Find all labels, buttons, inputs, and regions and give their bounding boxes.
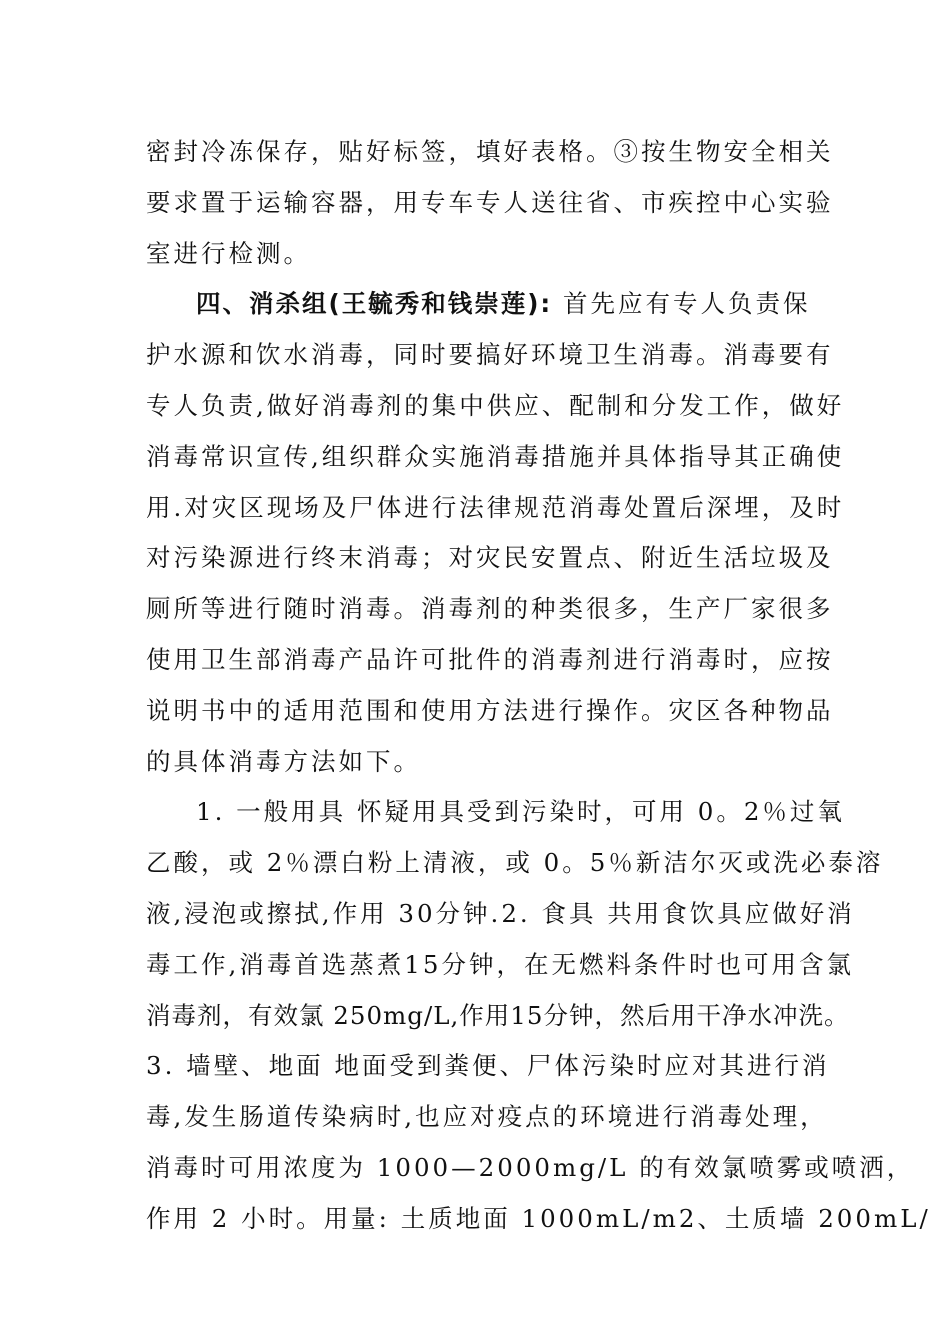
text-line-14: 1. 一般用具 怀疑用具受到污染时，可用 0。2％过氧 (196, 797, 845, 827)
text-line-12: 说明书中的适用范围和使用方法进行操作。灾区各种物品 (146, 695, 834, 725)
text-line-7: 消毒常识宣传,组织群众实施消毒措施并具体指导其正确使 (146, 441, 845, 471)
text-line-13: 的具体消毒方法如下。 (146, 746, 421, 776)
text-line-9: 对污染源进行终末消毒；对灾民安置点、附近生活垃圾及 (146, 543, 834, 573)
text-line-8: 用.对灾区现场及尸体进行法律规范消毒处置后深埋，及时 (146, 492, 845, 522)
text-line-21: 消毒时可用浓度为 1000—2000mg/L 的有效氯喷雾或喷洒， (146, 1152, 915, 1182)
text-line-19: 3. 墙壁、地面 地面受到粪便、尸体污染时应对其进行消 (146, 1051, 830, 1081)
text-line-17: 毒工作,消毒首选蒸煮15分钟，在无燃料条件时也可用含氯 (146, 949, 854, 979)
text-line-15: 乙酸，或 2％漂白粉上清液，或 0。5％新洁尔灭或洗必泰溶 (146, 848, 884, 878)
text-line-1: 密封冷冻保存，贴好标签，填好表格。③按生物安全相关 (146, 137, 834, 166)
text-line-2: 要求置于运输容器，用专车专人送往省、市疾控中心实验 (146, 187, 834, 217)
text-line-5: 护水源和饮水消毒，同时要搞好环境卫生消毒。消毒要有 (146, 340, 834, 370)
text-line-3: 室进行检测。 (146, 238, 311, 268)
text-line-18: 消毒剂，有效氯 250mg/L,作用15分钟，然后用干净水冲洗。 (146, 1000, 850, 1030)
text-line-11: 使用卫生部消毒产品许可批件的消毒剂进行消毒时，应按 (146, 644, 834, 674)
text-line-22: 作用 2 小时。用量: 土质地面 1000mL/m2、土质墙 200mL/ (146, 1203, 931, 1233)
text-line-20: 毒,发生肠道传染病时,也应对疫点的环境进行消毒处理， (146, 1102, 828, 1132)
section-heading: 四、消杀组(王毓秀和钱崇莲): (196, 289, 553, 319)
document-body (146, 127, 931, 1245)
text-line-6: 专人负责,做好消毒剂的集中供应、配制和分发工作，做好 (146, 390, 845, 420)
text-line-10: 厕所等进行随时消毒。消毒剂的种类很多，生产厂家很多 (146, 594, 834, 624)
section-heading-continuation: 首先应有专人负责保 (552, 289, 811, 319)
section-heading-line (146, 279, 826, 330)
text-line-16: 液,浸泡或擦拭,作用 30分钟.2. 食具 共用食饮具应做好消 (146, 898, 855, 928)
